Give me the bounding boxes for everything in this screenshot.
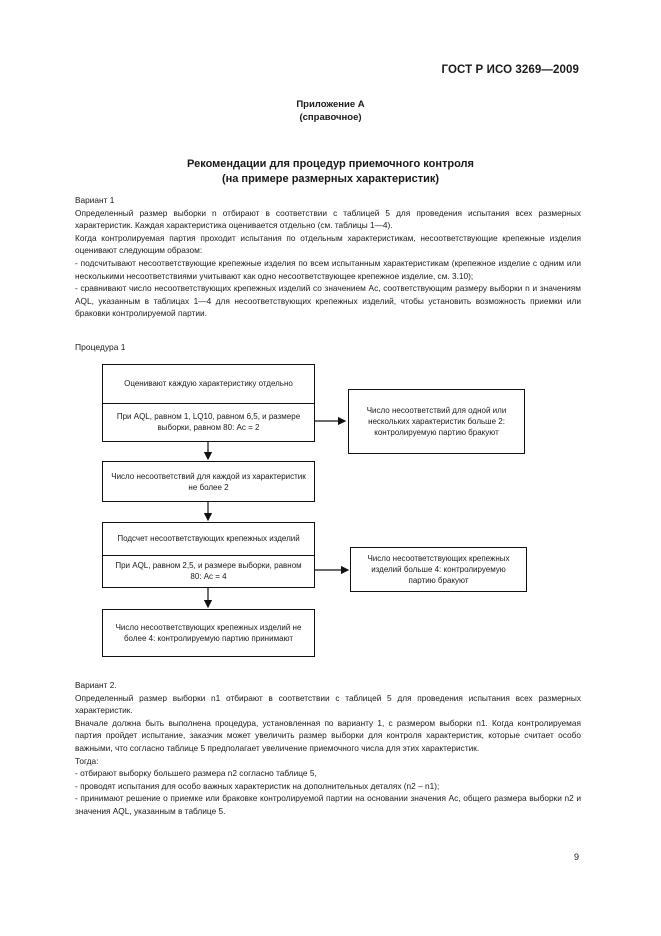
variant2-paragraph: - отбирают выборку большего размера n2 согласно таблице 5, [75, 768, 317, 779]
variant2-paragraph: Вначале должна быть выполнена процедура, установленная по варианту 1, с размером выборки n1. Когда контролируемая партия пройдет испытание, заказчик может увеличить размер выборки для контроля характеристик, которые считает особо важными, что согласно таблице 5 предполагает увеличение приемочного числа для этих характеристик. [75, 717, 581, 753]
variant2-paragraph: Тогда: [75, 755, 99, 766]
variant1-paragraph: - подсчитывают несоответствующие крепежные изделия по всем испытанным характеристикам (крепежное изделие с одним или несколькими несоответствиями учитывают как одно несоответствующее крепежное изделие, см. 3.10); [75, 257, 581, 281]
annex-type: (справочное) [299, 112, 362, 123]
box-text: Число несоответствующих крепежных изделий не более 4: контролируемую партию принимают [115, 623, 302, 643]
box-text: Подсчет несоответствующих крепежных изделий [117, 534, 300, 544]
nonconformities-per-characteristic-box [102, 461, 315, 502]
variant1-paragraph: Определенный размер выборки n отбирают в соответствии с таблицей 5 для проведения испытания всех размерных характеристик. Каждая характеристика оценивается отдельно (см. таблицы 1—4). [75, 207, 581, 231]
box-text: Число несоответствий для одной или нескольких характеристик больше 2: контролируемую партию бракуют [366, 406, 507, 437]
variant2-text [75, 679, 581, 818]
variant1-label: Вариант 1 [75, 195, 115, 205]
title-line-1: Рекомендации для процедур приемочного контроля [187, 158, 474, 170]
variant1-paragraph: - сравнивают число несоответствующих крепежных изделий со значением Ac, соответствующим размеру выборки n и значениям AQL, указанным в таблицах 1—4 для несоответствующих крепежных изделий, чтобы установить возможность приемки или браковки контролируемой партии. [75, 283, 581, 319]
variant2-label: Вариант 2. [75, 680, 117, 690]
reject-lot-box-1 [348, 389, 525, 454]
box-text: Число несоответствующих крепежных изделий больше 4: контролируемую партию бракуют [367, 554, 510, 585]
accept-lot-box [102, 609, 315, 657]
title-line-2: (на примере размерных характеристик) [221, 172, 440, 185]
procedure-label: Процедура 1 [75, 342, 126, 352]
evaluate-each-characteristic-box [102, 364, 315, 442]
box-text: При AQL, равном 2,5, и размере выборки, равном 80: Ac = 4 [103, 555, 314, 588]
annex-title: Приложение А [296, 99, 365, 110]
reject-lot-box-2 [350, 547, 527, 592]
page-number: 9 [573, 852, 579, 862]
standard-header: ГОСТ Р ИСО 3269—2009 [441, 64, 579, 76]
variant1-paragraph: Когда контролируемая партия проходит испытания по отдельным характеристикам, несоответствующие крепежные изделия оценивают следующим образом: [75, 232, 581, 256]
variant2-paragraph: - принимают решение о приемке или браковке контролируемой партии на основании значения Ac, общего размера выборки n2 и значения AQL, указанным в таблице 5. [75, 793, 581, 816]
variant2-paragraph: - проводят испытания для особо важных характеристик на дополнительных деталях (n2 – n1); [75, 780, 440, 791]
variant2-paragraph: Определенный размер выборки n1 отбирают в соответствии с таблицей 5 для проведения испытания всех размерных характеристик. [75, 692, 581, 716]
box-text: При AQL, равном 1, LQ10, равном 6,5, и размере выборки, равном 80: Ac = 2 [103, 403, 314, 442]
count-nonconforming-box [102, 522, 315, 588]
box-text: Число несоответствий для каждой из характеристик не более 2 [111, 471, 306, 492]
box-text: Оценивают каждую характеристику отдельно [124, 379, 293, 389]
